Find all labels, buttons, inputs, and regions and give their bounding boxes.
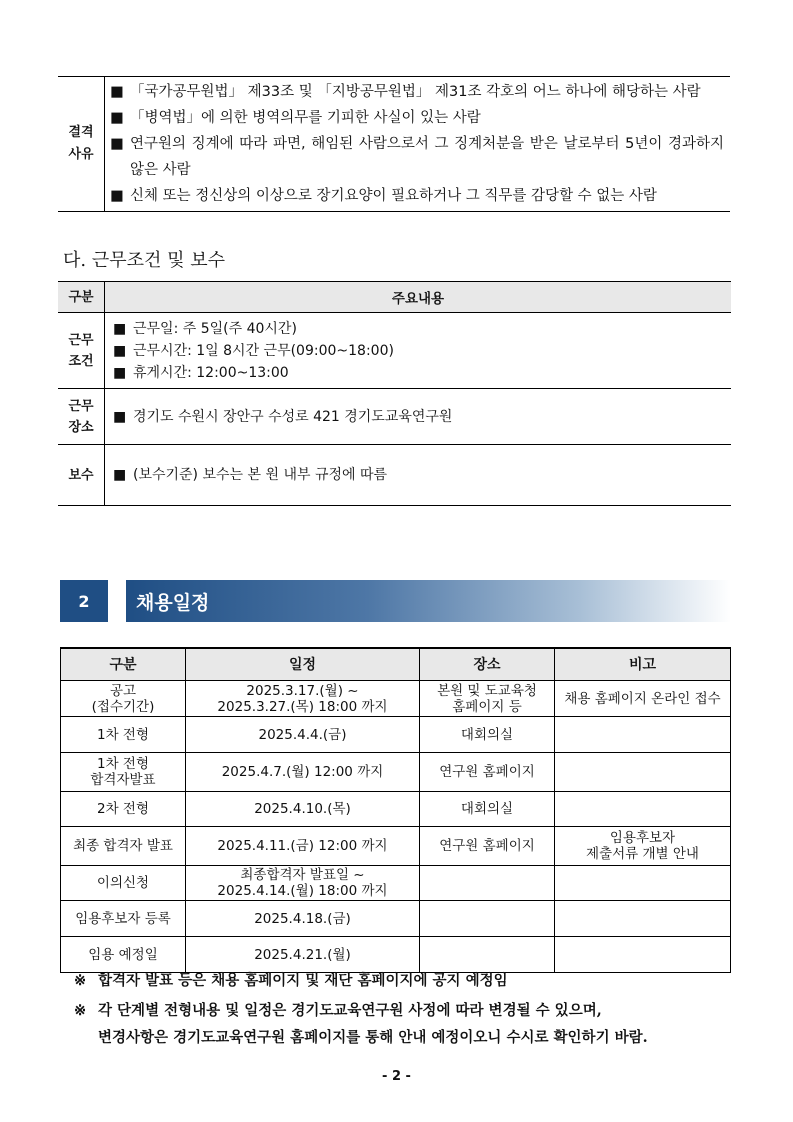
schedule-cell-note: [555, 937, 731, 973]
schedule-cell-category: 공고 (접수기간): [61, 681, 186, 717]
bullet-text: 경기도 수원시 장안구 수성로 421 경기도교육연구원: [133, 408, 453, 425]
bullet-square-icon: ■: [113, 320, 127, 337]
schedule-cell-place: [420, 866, 555, 901]
schedule-cell-place: [420, 937, 555, 973]
work-item: [113, 406, 731, 428]
schedule-row: [61, 937, 731, 973]
schedule-cell-category: 2차 전형: [61, 792, 186, 827]
notice-line-1: [74, 969, 508, 990]
notice-mark: ※: [74, 1002, 87, 1019]
bullet-square-icon: ■: [110, 110, 124, 126]
section-2-banner: [60, 580, 731, 622]
notice-line-3: 변경사항은 경기도교육연구원 홈페이지를 통해 안내 예정이오니 수시로 확인하기 바람.: [98, 1029, 648, 1046]
schedule-cell-category: 최종 합격자 발표: [61, 827, 186, 866]
work-row: [58, 445, 731, 506]
schedule-row: [61, 901, 731, 937]
schedule-cell-date: 2025.4.4.(금): [186, 717, 420, 753]
schedule-cell-date: 최종합격자 발표일 ~ 2025.4.14.(월) 18:00 까지: [186, 866, 420, 901]
bullet-text: 「국가공무원법」 제33조 및 「지방공무원법」 제31조 각호의 어느 하나에 해당하는 사람: [130, 84, 701, 100]
schedule-header-note: 비고: [555, 648, 731, 681]
work-row-content: [105, 445, 732, 506]
schedule-cell-place: 대회의실: [420, 717, 555, 753]
schedule-cell-date: 2025.4.18.(금): [186, 901, 420, 937]
bullet-square-icon: ■: [113, 467, 127, 483]
schedule-cell-note: 임용후보자 제출서류 개별 안내: [555, 827, 731, 866]
work-row-content: [105, 389, 732, 445]
schedule-header-place: 장소: [420, 648, 555, 681]
disqualification-item: [110, 131, 724, 183]
work-row-content: [105, 313, 732, 389]
schedule-cell-place: 대회의실: [420, 792, 555, 827]
schedule-cell-note: [555, 866, 731, 901]
schedule-row: [61, 827, 731, 866]
disqualification-label: 결격 사유: [58, 77, 105, 211]
bullet-square-icon: ■: [113, 342, 127, 359]
schedule-cell-category: 1차 전형: [61, 717, 186, 753]
work-item: [113, 340, 731, 362]
bullet-text: 신체 또는 정신상의 이상으로 장기요양이 필요하거나 그 직무를 감당할 수 없는 사람: [130, 188, 657, 204]
schedule-cell-note: 채용 홈페이지 온라인 접수: [555, 681, 731, 717]
disqualification-item: [110, 79, 724, 105]
bullet-text: 근무시간: 1일 8시간 근무(09:00~18:00): [133, 342, 394, 359]
schedule-cell-date: 2025.4.11.(금) 12:00 까지: [186, 827, 420, 866]
schedule-cell-note: [555, 753, 731, 792]
section-number: 2: [60, 580, 108, 622]
schedule-cell-note: [555, 901, 731, 937]
bullet-square-icon: ■: [113, 408, 127, 425]
notice-mark: ※: [74, 972, 87, 989]
schedule-cell-note: [555, 717, 731, 753]
schedule-cell-category: 1차 전형 합격자발표: [61, 753, 186, 792]
schedule-cell-place: 연구원 홈페이지: [420, 827, 555, 866]
work-item: [113, 362, 731, 384]
schedule-row: [61, 681, 731, 717]
work-conditions-heading: 다. 근무조건 및 보수: [63, 250, 225, 271]
bullet-text: 휴게시간: 12:00~13:00: [133, 364, 289, 381]
work-item: [113, 318, 731, 340]
work-header-content: 주요내용: [105, 282, 732, 313]
work-header-category: 구분: [58, 282, 105, 313]
schedule-cell-place: [420, 901, 555, 937]
disqualification-table: [58, 76, 730, 212]
schedule-row: [61, 866, 731, 901]
bullet-text: 근무일: 주 5일(주 40시간): [133, 320, 297, 337]
schedule-cell-category: 이의신청: [61, 866, 186, 901]
notice-text: 합격자 발표 등은 채용 홈페이지 및 재단 홈페이지에 공지 예정임: [98, 972, 508, 989]
schedule-cell-date: 2025.4.7.(월) 12:00 까지: [186, 753, 420, 792]
schedule-row: [61, 792, 731, 827]
disqualification-item: [110, 105, 724, 131]
work-row-label: 보수: [58, 445, 105, 506]
bullet-square-icon: ■: [110, 136, 124, 152]
work-row: [58, 313, 731, 389]
bullet-text: 「병역법」에 의한 병역의무를 기피한 사실이 있는 사람: [130, 110, 481, 126]
schedule-header-category: 구분: [61, 648, 186, 681]
disqualification-items: [110, 77, 730, 211]
schedule-table: [60, 647, 731, 973]
schedule-cell-place: 본원 및 도교육청 홈페이지 등: [420, 681, 555, 717]
schedule-cell-date: 2025.4.10.(목): [186, 792, 420, 827]
notice-text: 각 단계별 전형내용 및 일정은 경기도교육연구원 사정에 따라 변경될 수 있으며,: [98, 1002, 602, 1019]
bullet-text: (보수기준) 보수는 본 원 내부 규정에 따름: [133, 467, 388, 483]
bullet-text: 연구원의 징계에 따라 파면, 해임된 사람으로서 그 징계처분을 받은 날로부터 5년이 경과하지 않은 사람: [130, 136, 724, 178]
section-title: 채용일정: [126, 580, 731, 622]
work-conditions-table: [58, 281, 731, 506]
bullet-square-icon: ■: [113, 364, 127, 381]
schedule-cell-category: 임용 예정일: [61, 937, 186, 973]
schedule-cell-category: 임용후보자 등록: [61, 901, 186, 937]
schedule-row: [61, 753, 731, 792]
schedule-cell-note: [555, 792, 731, 827]
work-row: [58, 389, 731, 445]
schedule-cell-date: 2025.3.17.(월) ~ 2025.3.27.(목) 18:00 까지: [186, 681, 420, 717]
schedule-header-date: 일정: [186, 648, 420, 681]
bullet-square-icon: ■: [110, 84, 124, 100]
schedule-cell-place: 연구원 홈페이지: [420, 753, 555, 792]
bullet-square-icon: ■: [110, 188, 124, 204]
notice-line-2: [74, 999, 734, 1020]
disqualification-item: [110, 183, 724, 209]
schedule-row: [61, 717, 731, 753]
page-number: - 2 -: [382, 1069, 411, 1084]
work-item: [113, 464, 731, 486]
work-row-label: 근무 조건: [58, 313, 105, 389]
work-row-label: 근무 장소: [58, 389, 105, 445]
schedule-cell-date: 2025.4.21.(월): [186, 937, 420, 973]
